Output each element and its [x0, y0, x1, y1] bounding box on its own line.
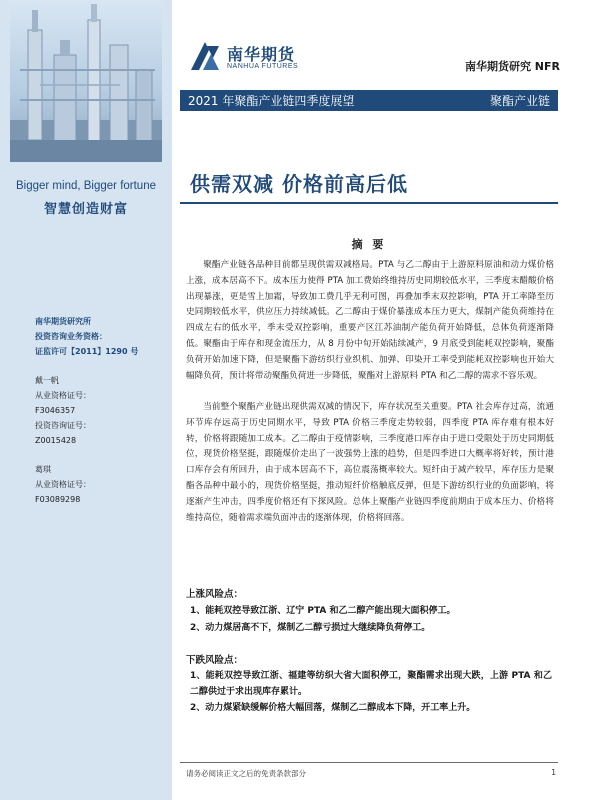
upside-risk-item: 2、动力煤居高不下，煤制乙二醇亏损过大继续降负荷停工。 [190, 623, 431, 633]
page-number: 1 [551, 768, 556, 777]
research-org: 南华期货研究所 [35, 317, 91, 326]
downside-risk-item: 1、能耗双控导致江浙、福建等纺织大省大面积停工，聚酯需求出现大跌，上游 PTA 和乙二醇供过于求出现库存累计。 [190, 671, 552, 697]
factory-photo [10, 0, 162, 162]
abstract-paragraph: 当前整个聚酯产业链出现供需双减的情况下，库存状况至关重要。PTA 社会库存过高，流通环节库存远高于历史同期水平，导致 PTA 价格三季度走势较弱，四季度 PTA 库存难有根本好转，价格将跟随加工成本。乙二醇由于疫情影响，三季度港口库存由于进口受限处于历史同期低位，现货价格坚挺，跟随煤价走出了一波强势上涨的趋势，但是四季进口大概率将好转，预计港口库存会有所回升，由于成本居高不下，高位震荡概率较大。短纤由于减产较早，库存压力是聚酯各品种中最小的，现货价格坚挺，推动短纤价格触底反弹，但是下游纺织行业的负面影响，将逐渐产生冲击，四季度价格还有下探风险。总体上聚酯产业链四季度前期由于成本压力、价格将维持高位，随着需求端负面冲击的逐渐体现，价格将回落。 [186, 402, 554, 523]
brand-name: 南华期货 [227, 45, 296, 64]
sidebar [0, 0, 172, 800]
analyst-name: 葛琪 [35, 465, 51, 474]
abstract-paragraph: 聚酯产业链各品种目前都呈现供需双减格局。PTA 与乙二醇由于上游原料原油和动力煤价格上涨，成本居高不下。成本压力使得 PTA 加工费始终维持历史同期较低水平，三季度末醋酸价格出现暴涨，更是雪上加霜，导致加工费几乎无利可图，再叠加季末双控影响，PTA 开工率降至历史同期较低水平，供应压力持续减低。乙二醇由于煤价暴涨成本压力更大，煤制产能负荷维持在四成左右的低水平，季末受双控影响，重要产区江苏油制产能负荷开始降低，总体负荷逐渐降低。聚酯由于库存和现金流压力，从 8 月份中旬开始陆续减产，9 月底受到能耗双控影响，聚酯负荷开始加速下降，但是聚酯下游纺织行业织机、加弹、印染开工率受到能耗双控影响也开始大幅降负荷，预计将带动聚酯负荷进一步降低，聚酯对上游原料 PTA 和乙二醇的需求不容乐观。 [186, 260, 554, 381]
research-label: 南华期货研究 NFR [464, 60, 560, 73]
title-divider [180, 202, 558, 204]
upside-risk-item: 1、能耗双控导致江浙、辽宁 PTA 和乙二醇产能出现大面积停工。 [190, 606, 456, 616]
abstract-heading: 摘 要 [351, 238, 387, 251]
page-title: 供需双减 价格前高后低 [190, 172, 408, 196]
analyst-name: 戴一帆 [35, 376, 59, 385]
consult-number: Z0015428 [35, 436, 77, 445]
downside-risk-item: 2、动力煤紧缺缓解价格大幅回落，煤制乙二醇成本下降，开工率上升。 [190, 703, 476, 713]
cert-number: F03089298 [35, 495, 81, 504]
report-banner [180, 90, 558, 111]
nanhua-logo-icon [189, 40, 221, 72]
author-info [35, 314, 165, 507]
report-sector: 聚酯产业链 [489, 94, 550, 108]
slogan-english: Bigger mind, Bigger fortune [16, 180, 156, 192]
slogan-chinese: 智慧创造财富 [43, 202, 128, 217]
disclaimer-note: 请务必阅读正文之后的免责条款部分 [186, 769, 306, 778]
downside-risk-heading: 下跌风险点： [186, 655, 244, 666]
cert-label: 从业资格证号： [35, 391, 91, 400]
license-label: 投资咨询业务资格： [35, 332, 107, 341]
license-number: 证监许可【2011】1290 号 [35, 347, 139, 356]
brand-name-english: NANHUA FUTURES [227, 63, 299, 70]
footer-divider [180, 762, 558, 763]
cert-label: 从业资格证号： [35, 480, 91, 489]
consult-label: 投资咨询证号： [35, 421, 91, 430]
report-series: 2021 年聚酯产业链四季度展望 [188, 94, 355, 108]
upside-risk-heading: 上涨风险点： [186, 589, 244, 600]
cert-number: F3046357 [35, 406, 76, 415]
